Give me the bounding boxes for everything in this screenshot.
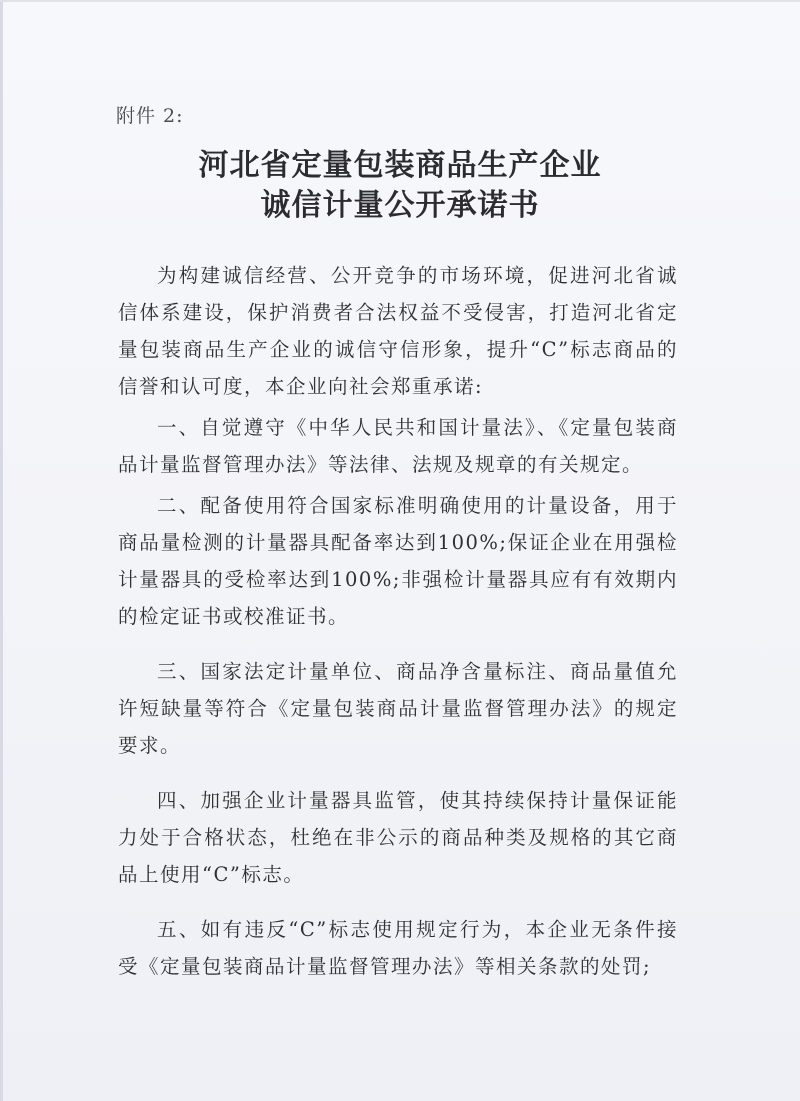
document-title-line-1: 河北省定量包装商品生产企业	[198, 148, 602, 183]
document-title-line-2: 诚信计量公开承诺书	[260, 188, 540, 223]
attachment-label: 附件 2:	[116, 105, 184, 127]
scan-edge-top	[0, 0, 800, 2]
document-body	[118, 257, 678, 985]
paragraph-item-2: 二、配备使用符合国家标准明确使用的计量设备，用于商品量检测的计量器具配备率达到100%;保证企业在用强检计量器具的受检率达到100%;非强检计量器具应有有效期内的检定证书或校准证书。	[118, 494, 678, 628]
paragraph-intro: 为构建诚信经营、公开竞争的市场环境，促进河北省诚信体系建设，保护消费者合法权益不受侵害，打造河北省定量包装商品生产企业的诚信守信形象，提升“C”标志商品的信誉和认可度，本企业向社会郑重承诺:	[118, 264, 678, 398]
paragraph-item-1: 一、自觉遵守《中华人民共和国计量法》、《定量包装商品计量监督管理办法》等法律、法规及规章的有关规定。	[118, 416, 678, 476]
paragraph-item-3: 三、国家法定计量单位、商品净含量标注、商品量值允许短缺量等符合《定量包装商品计量监督管理办法》的规定要求。	[118, 660, 678, 757]
paragraph-item-5: 五、如有违反“C”标志使用规定行为，本企业无条件接受《定量包装商品计量监督管理办法》等相关条款的处罚;	[118, 918, 678, 978]
paragraph-item-4: 四、加强企业计量器具监管，使其持续保持计量保证能力处于合格状态，杜绝在非公示的商品种类及规格的其它商品上使用“C”标志。	[118, 789, 678, 886]
